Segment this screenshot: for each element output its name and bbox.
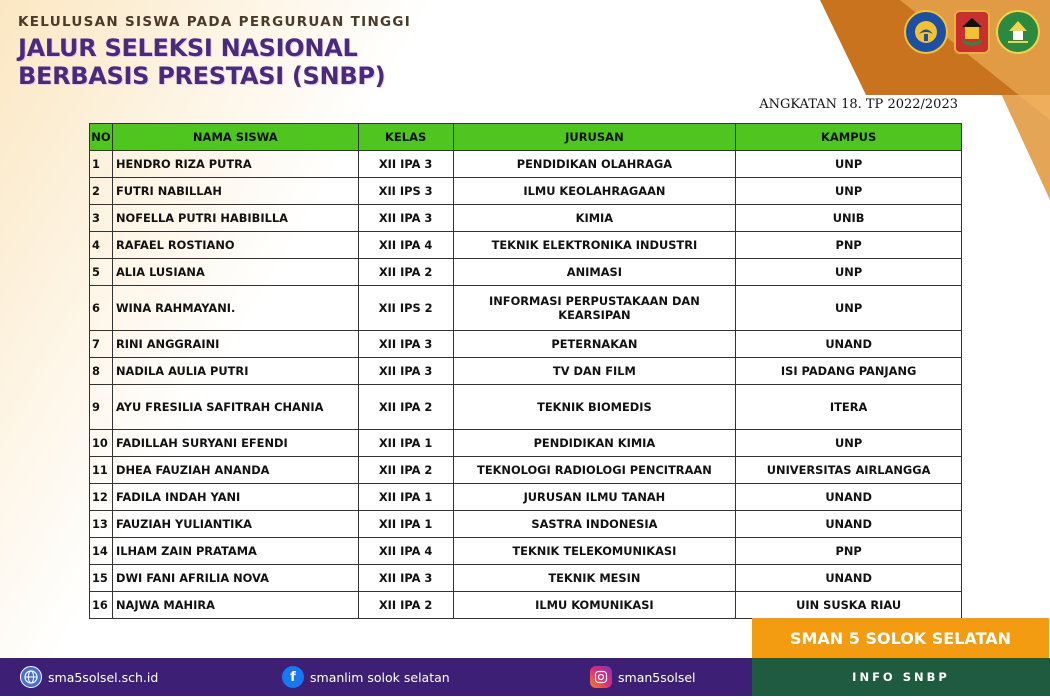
table-row [90,232,962,259]
facebook-link[interactable] [282,666,450,688]
logo-group [904,10,1040,54]
cell-kampus: UNIVERSITAS AIRLANGGA [736,457,962,484]
table-row [90,457,962,484]
cell-jurusan: ILMU KEOLAHRAGAAN [453,178,736,205]
cell-jurusan: PENDIDIKAN KIMIA [453,430,736,457]
cell-nama: DHEA FAUZIAH ANANDA [112,457,358,484]
cell-jurusan: ILMU KOMUNIKASI [453,592,736,619]
cell-nama: DWI FANI AFRILIA NOVA [112,565,358,592]
cell-nama: NADILA AULIA PUTRI [112,358,358,385]
cell-nama: HENDRO RIZA PUTRA [112,151,358,178]
school-logo-icon [996,10,1040,54]
cell-no: 1 [90,151,113,178]
cell-kelas: XII IPA 1 [358,484,453,511]
cell-no: 4 [90,232,113,259]
info-snbp-label: INFO SNBP [752,658,1050,696]
cell-kelas: XII IPA 1 [358,511,453,538]
cell-kampus: UNP [736,178,962,205]
cell-kelas: XII IPS 3 [358,178,453,205]
cell-no: 7 [90,331,113,358]
cell-kampus: PNP [736,538,962,565]
cell-jurusan: TEKNIK BIOMEDIS [453,385,736,430]
cell-no: 8 [90,358,113,385]
table-row [90,205,962,232]
page-subtitle: KELULUSAN SISWA PADA PERGURUAN TINGGI [18,14,412,30]
header-kampus: KAMPUS [736,124,962,151]
header-no: NO [90,124,113,151]
cell-kampus: UNAND [736,565,962,592]
cell-no: 3 [90,205,113,232]
page-title-line1: JALUR SELEKSI NASIONAL [18,34,358,62]
cell-jurusan: SASTRA INDONESIA [453,511,736,538]
table-row [90,259,962,286]
cohort-label: ANGKATAN 18. TP 2022/2023 [759,97,958,112]
cell-nama: ALIA LUSIANA [112,259,358,286]
cell-kampus: UNAND [736,511,962,538]
page-title [18,34,411,90]
cell-kelas: XII IPA 2 [358,385,453,430]
header-kelas: KELAS [358,124,453,151]
globe-icon [20,666,42,688]
cell-nama: FADILLAH SURYANI EFENDI [112,430,358,457]
cell-no: 11 [90,457,113,484]
cell-kampus: PNP [736,232,962,259]
sumbar-province-logo-icon [954,10,990,54]
cell-no: 16 [90,592,113,619]
cell-kampus: UNAND [736,484,962,511]
cell-kampus: UNIB [736,205,962,232]
cell-nama: WINA RAHMAYANI. [112,286,358,331]
cell-jurusan: JURUSAN ILMU TANAH [453,484,736,511]
cell-kampus: UNP [736,259,962,286]
cell-jurusan-line2: KEARSIPAN [558,308,631,322]
cell-nama: FUTRI NABILLAH [112,178,358,205]
cell-jurusan: PETERNAKAN [453,331,736,358]
cell-no: 12 [90,484,113,511]
table-row [90,178,962,205]
cell-jurusan: TEKNOLOGI RADIOLOGI PENCITRAAN [453,457,736,484]
cell-nama: FADILA INDAH YANI [112,484,358,511]
header [18,14,411,90]
instagram-text: sman5solsel [618,669,696,685]
cell-jurusan: TEKNIK ELEKTRONIKA INDUSTRI [453,232,736,259]
cell-kampus: ITERA [736,385,962,430]
table-row [90,385,962,430]
table-row [90,484,962,511]
header-nama: NAMA SISWA [112,124,358,151]
table-row [90,538,962,565]
cell-jurusan: TEKNIK TELEKOMUNIKASI [453,538,736,565]
cell-nama: ILHAM ZAIN PRATAMA [112,538,358,565]
cell-kampus: UIN SUSKA RIAU [736,592,962,619]
cell-kampus: ISI PADANG PANJANG [736,358,962,385]
instagram-icon [590,666,612,688]
cell-kelas: XII IPA 2 [358,457,453,484]
cell-jurusan: TEKNIK MESIN [453,565,736,592]
cell-kelas: XII IPA 3 [358,565,453,592]
table-row [90,565,962,592]
facebook-text: smanlim solok selatan [310,669,450,685]
cell-jurusan: ANIMASI [453,259,736,286]
graduates-table [89,123,962,619]
cell-no: 2 [90,178,113,205]
cell-jurusan: TV DAN FILM [453,358,736,385]
cell-kampus: UNP [736,286,962,331]
cell-nama: NAJWA MAHIRA [112,592,358,619]
table-row [90,430,962,457]
cell-kelas: XII IPA 1 [358,430,453,457]
cell-jurusan-line1: INFORMASI PERPUSTAKAAN DAN [489,294,700,308]
cell-no: 10 [90,430,113,457]
cell-kelas: XII IPA 3 [358,358,453,385]
cell-nama: NOFELLA PUTRI HABIBILLA [112,205,358,232]
cell-kelas: XII IPA 3 [358,205,453,232]
table-row [90,358,962,385]
footer [0,658,1050,696]
cell-nama: FAUZIAH YULIANTIKA [112,511,358,538]
cell-nama: RAFAEL ROSTIANO [112,232,358,259]
header-jurusan: JURUSAN [453,124,736,151]
instagram-link[interactable] [590,666,696,688]
cell-nama: RINI ANGGRAINI [112,331,358,358]
footer-contacts [0,658,752,696]
school-name-banner: SMAN 5 SOLOK SELATAN [752,618,1049,658]
website-text: sma5solsel.sch.id [48,669,159,685]
cell-no: 6 [90,286,113,331]
cell-no: 15 [90,565,113,592]
cell-kelas: XII IPA 3 [358,151,453,178]
cell-no: 5 [90,259,113,286]
cell-jurusan: PENDIDIKAN OLAHRAGA [453,151,736,178]
cell-jurusan: KIMIA [453,205,736,232]
table-row [90,511,962,538]
cell-nama: AYU FRESILIA SAFITRAH CHANIA [112,385,358,430]
cell-kelas: XII IPA 4 [358,538,453,565]
cell-kampus: UNP [736,430,962,457]
cell-jurusan [453,286,736,331]
website-link[interactable] [20,666,158,688]
table-header-row [90,124,962,151]
cell-kelas: XII IPA 2 [358,259,453,286]
facebook-icon: f [282,666,304,688]
cell-no: 14 [90,538,113,565]
cell-no: 13 [90,511,113,538]
cell-kelas: XII IPA 3 [358,331,453,358]
page-title-line2: BERBASIS PRESTASI (SNBP) [18,62,386,90]
table-row [90,331,962,358]
table-row [90,592,962,619]
table-row [90,286,962,331]
cell-kelas: XII IPA 2 [358,592,453,619]
cell-kelas: XII IPS 2 [358,286,453,331]
cell-kelas: XII IPA 4 [358,232,453,259]
kemdikbud-logo-icon [904,10,948,54]
table-row [90,151,962,178]
cell-kampus: UNP [736,151,962,178]
cell-no: 9 [90,385,113,430]
cell-kampus: UNAND [736,331,962,358]
